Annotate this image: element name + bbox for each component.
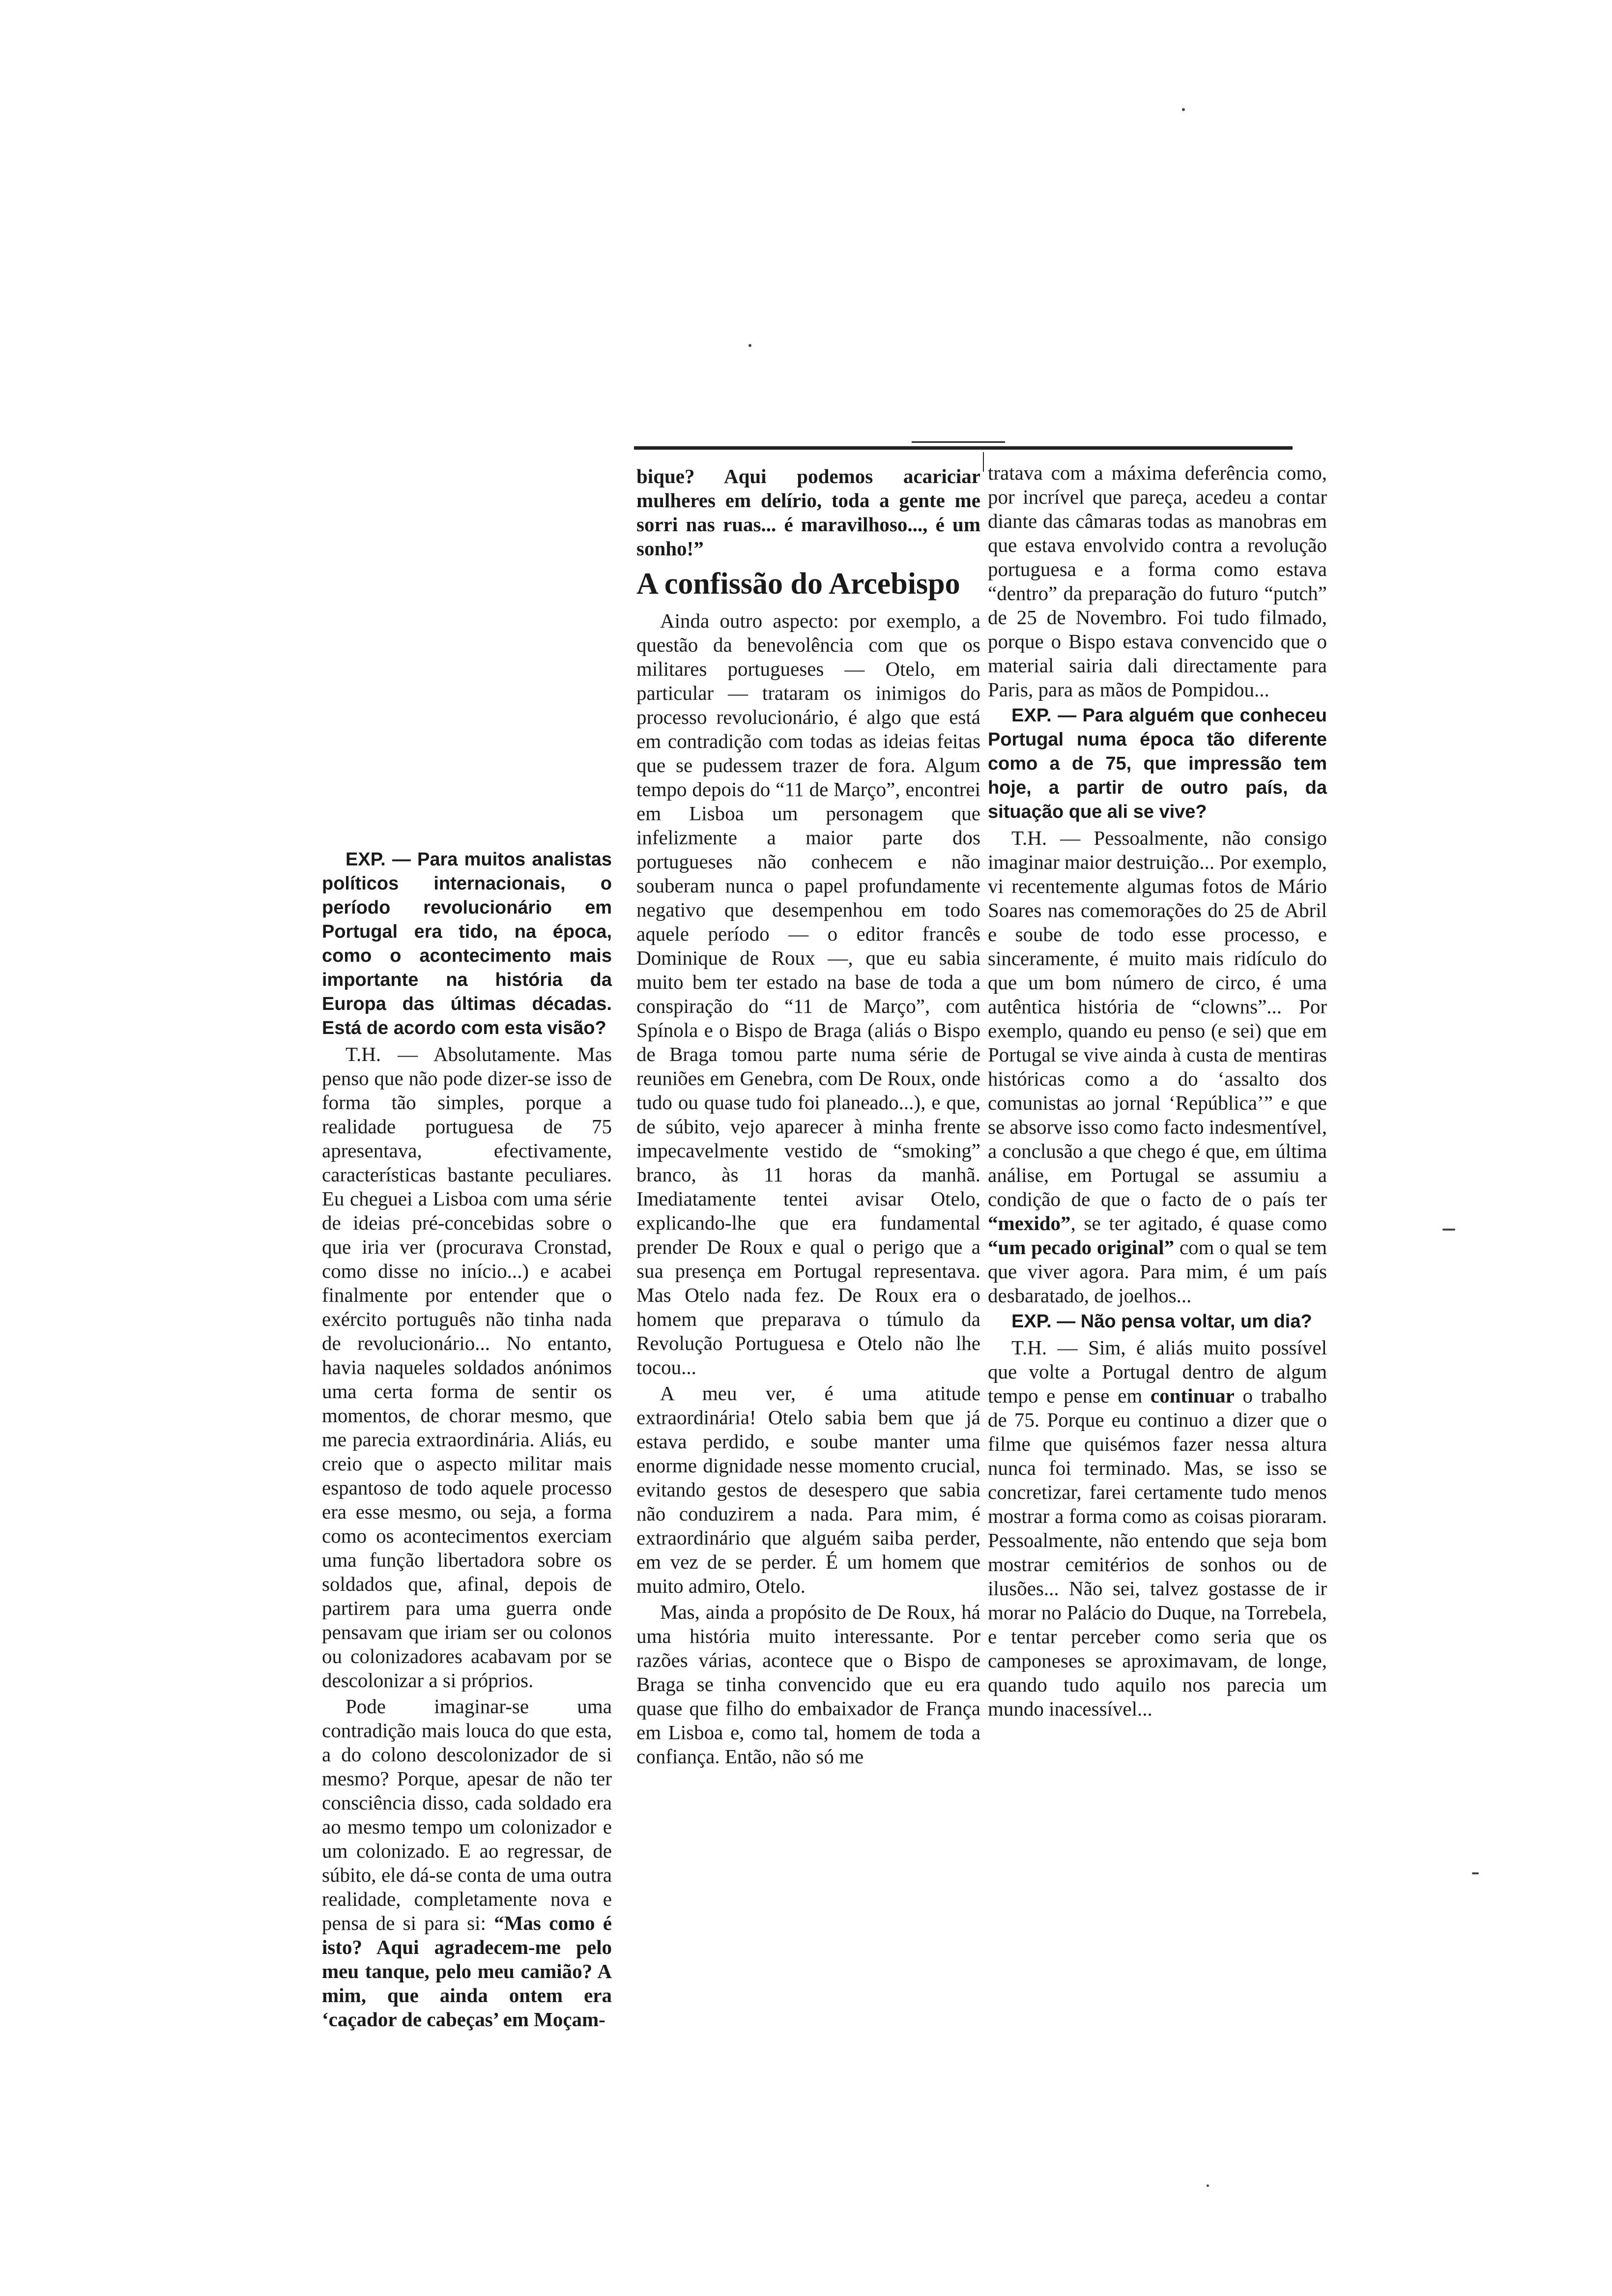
body-text: Pode imaginar-se uma contradição mais louca do que esta, a do colono descolonizador de si mesmo? Porque, apesar de não ter consciência disso, cada soldado era ao mesmo tempo um colonizador e um colonizado. E ao regressar, de súbito, ele dá-se conta de uma outra realidade, completamente nova e pensa de si para si: [322,1695,612,1934]
scan-speck [1442,1229,1455,1231]
interview-answer-1: T.H. — Absolutamente. Mas penso que não pode dizer-se isso de forma tão simples, porque a realidade portuguesa de 75 apresentava, efectivamente, características bastante peculiares. Eu cheguei a Lisboa com uma série de ideias pré-concebidas sobre o que iria ver (procurava Cronstad, como disse no início...) e acabei finalmente por entender que o exército português não tinha nada de revolucionário... No entanto, havia naqueles soldados anónimos uma certa forma de sentir os momentos, de chorar mesmo, que me parecia extraordinária. Aliás, eu creio que o aspecto militar mais espantoso de todo aquele processo era esse mesmo, ou seja, a forma como os acontecimentos exerciam uma função libertadora sobre os soldados que, afinal, depois de partirem para uma guerra onde pensavam que iriam ser ou colonos ou colonizadores acabavam por se descolonizar a si próprios. [322,1043,612,1692]
body-paragraph [322,1694,612,2032]
scan-speck [748,344,751,347]
body-continuation: tratava com a máxima deferência como, por incrível que pareça, acedeu a contar diante das câmaras todas as manobras em que estava envolvido contra a revolução portuguesa e a forma como estava “dentro” da preparação do futuro “putch” de 25 de Novembro. Foi tudo filmado, porque o Bispo estava convencido que o material sairia dali directamente para Paris, para as mãos de Pompidou... [988,461,1327,701]
article-column-2 [636,464,980,1771]
scan-speck [1472,1872,1479,1874]
interview-answer-3 [988,1336,1327,1721]
answer-text: , se ter agitado, é quase como [1070,1212,1327,1234]
body-paragraph: Mas, ainda a propósito de De Roux, há uma história muito interessante. Por razões várias, acontece que o Bispo de Braga se tinha convencido que eu era quase que filho do embaixador de França em Lisboa e, como tal, homem de toda a confiança. Então, não só me [636,1601,980,1768]
body-paragraph: Ainda outro aspecto: por exemplo, a questão da benevolência com que os militares portugueses — Otelo, em particular — trataram os inimigos do processo revolucionário, é algo que está em contradição com todas as ideias feitas que se pudessem trazer de fora. Algum tempo depois do “11 de Março”, encontrei em Lisboa um personagem que infelizmente a maior parte dos portugueses não conhecem e não souberam nunca o papel profundamente negativo que desempenhou em todo aquele período — o editor francês Dominique de Roux —, que eu sabia muito bem ter estado na base de toda a conspiração do “11 de Março”, com Spínola e o Bispo de Braga (aliás o Bispo de Braga tomou parte numa série de reuniões em Genebra, com De Roux, onde tudo ou quase tudo foi planeado...), e que, de súbito, vejo aparecer à minha frente impecavelmente vestido de “smoking” branco, às 11 horas da manhã. Imediatamente tentei avisar Otelo, explicando-lhe que era fundamental prender De Roux e qual o perigo que a sua presença em Portugal representava. Mas Otelo nada fez. De Roux era o homem que preparava o túmulo da Revolução Portuguesa e Otelo não lhe tocou... [636,609,980,1378]
answer-text: T.H. — Sim, é aliás muito possível que volte a Portugal dentro de algum tempo e pense em [988,1336,1327,1407]
interview-question-3: EXP. — Não pensa voltar, um dia? [1011,1311,1312,1332]
top-rule-short [912,441,1005,443]
quote-text: “Mas como é isto? Aqui agradecem-me pelo meu tanque, pelo meu camião? A mim, que ainda ontem era ‘caçador de cabeças’ em Moçam- [322,1912,612,2031]
answer-text: com o qual se tem que viver agora. Para mim, é um país desbaratado, de joelhos... [988,1236,1327,1307]
interview-answer-2 [988,826,1327,1308]
section-heading: A confissão do Arcebispo [636,567,960,601]
top-rule [634,446,1293,450]
quote-continuation: bique? Aqui podemos acariciar mulheres em delírio, toda a gente me sorri nas ruas... é maravilhoso..., é um sonho!” [636,465,980,560]
column-divider [983,452,984,472]
article-column-1 [322,848,612,2034]
emphasis-text: “um pecado original” [988,1236,1175,1259]
interview-question-1: EXP. — Para muitos analistas políticos internacionais, o período revolucionário em Portugal era tido, na época, como o acontecimento mais importante na história da Europa das últimas décadas. Está de acordo com esta visão? [322,849,612,1038]
scan-speck [1207,2184,1209,2187]
article-column-3 [988,461,1327,1723]
answer-text: T.H. — Pessoalmente, não consigo imaginar maior destruição... Por exemplo, vi recentemente algumas fotos de Mário Soares nas comemorações do 25 de Abril e soube de todo esse processo, e sinceramente, é muito mais ridículo do que um bom número de circo, é uma autêntica história de “clowns”... Por exemplo, quando eu penso (e sei) que em Portugal se vive ainda à custa de mentiras históricas como a do ‘assalto dos comunistas ao jornal ‘República’” e que se absorve isso como facto indesmentível, a conclusão a que chego é que, em última análise, em Portugal se assumiu a condição de que o facto de o país ter [988,827,1327,1210]
emphasis-text: continuar [1150,1384,1235,1407]
scan-speck [1182,108,1185,111]
body-paragraph: A meu ver, é uma atitude extraordinária! Otelo sabia bem que já estava perdido, e soube manter uma enorme dignidade nesse momento crucial, evitando gestos de desespero que sabia não conduzirem a nada. Para mim, é extraordinário que alguém saiba perder, em vez de se perder. É um homem que muito admiro, Otelo. [636,1382,980,1597]
emphasis-text: “mexido” [988,1212,1071,1234]
interview-question-2: EXP. — Para alguém que conheceu Portugal numa época tão diferente como a de 75, que impressão tem hoje, a partir de outro país, da situação que ali se vive? [988,705,1327,822]
answer-text: o trabalho de 75. Porque eu continuo a dizer que o filme que quisémos fazer nessa altura nunca foi terminado. Mas, se isso se concretizar, farei certamente tudo menos mostrar a forma como as coisas pioraram. Pessoalmente, não entendo que seja bom mostrar cemitérios de sonhos ou de ilusões... Não sei, talvez gostasse de ir morar no Palácio do Duque, na Torrebela, e tentar perceber como seria que os camponeses se aproximavam, de longe, quando tudo aquilo nos parecia um mundo inacessível... [988,1384,1327,1720]
